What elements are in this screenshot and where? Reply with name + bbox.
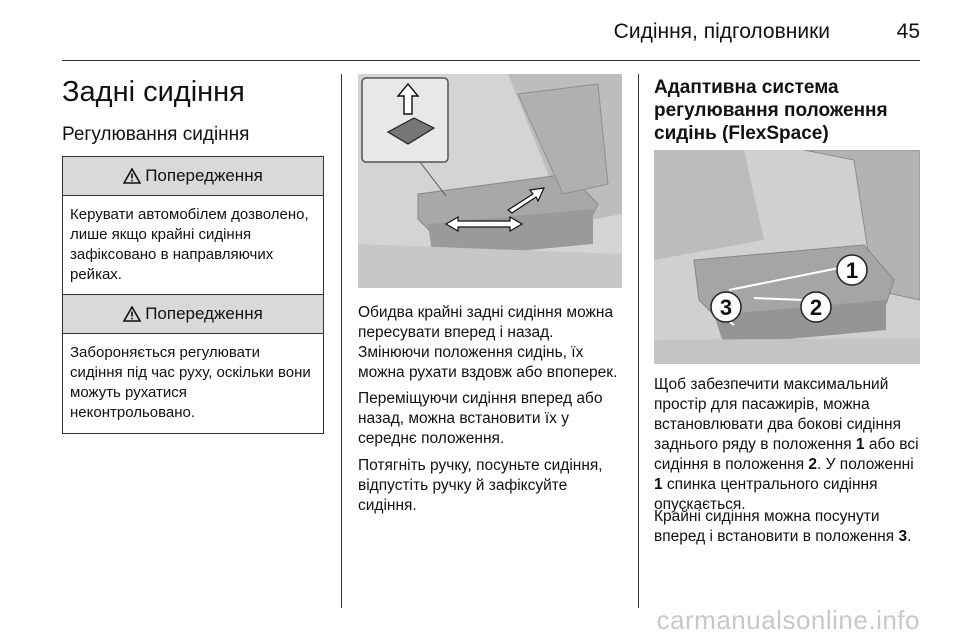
section-title: Задні сидіння — [62, 76, 245, 108]
subsection-title: Регулювання сидіння — [62, 124, 250, 145]
warning-box — [62, 156, 324, 296]
page-number: 45 — [896, 20, 920, 43]
warning-header — [63, 295, 323, 334]
text-run: Щоб забезпечити максимальний простір для пасажирів, можна встановлювати два бокові сидіння заднього ряду в положення — [654, 376, 901, 453]
paragraph: Обидва крайні задні сидіння можна пересувати вперед і назад. Змінюючи положення сидінь, їх можна рухати вздовж або впоперек. — [358, 304, 618, 381]
position-ref: 1 — [654, 476, 663, 493]
header-title: Сидіння, підголовники — [613, 20, 830, 43]
paragraph — [654, 507, 926, 547]
text-run: Крайні сидіння можна посунути вперед і встановити в положення — [654, 508, 899, 545]
text-run: . — [907, 528, 912, 545]
column-divider — [341, 74, 342, 608]
watermark: carmanualsonline.info — [656, 605, 920, 635]
position-ref: 1 — [855, 436, 865, 453]
seat-adjustment-illustration — [358, 74, 622, 288]
paragraph: Потягніть ручку, посуньте сидіння, відпустіть ручку й зафіксуйте сидіння. — [358, 457, 603, 514]
paragraph — [654, 375, 926, 515]
page-header — [62, 14, 920, 61]
warning-text: Забороняється регулювати сидіння під час руху, оскільки вони можуть рухатися неконтрольовано. — [70, 344, 311, 421]
flexspace-seat-illustration — [654, 150, 920, 364]
warning-heading: Попередження — [145, 304, 263, 323]
position-ref: 3 — [898, 528, 908, 545]
warning-box — [62, 294, 324, 434]
column-divider — [638, 74, 639, 608]
callout-3: 3 — [719, 295, 733, 320]
callout-2: 2 — [809, 295, 823, 320]
section-title: Адаптивна система регулювання положення сидінь (FlexSpace) — [654, 77, 888, 144]
warning-triangle-icon — [123, 168, 141, 184]
paragraph: Переміщуючи сидіння вперед або назад, можна встановити їх у середнє положення. — [358, 390, 603, 447]
text-run: . У положенні — [817, 456, 914, 473]
warning-text: Керувати автомобілем дозволено, лише якщо крайні сидіння зафіксовано в направляючих рейках. — [70, 206, 309, 283]
warning-triangle-icon — [123, 306, 141, 322]
text-run: або всі сидіння в положення — [654, 436, 919, 473]
callout-1: 1 — [845, 258, 859, 283]
text-run: спинка центрального сидіння опускається. — [654, 476, 878, 513]
warning-heading: Попередження — [145, 166, 263, 185]
position-ref: 2 — [808, 456, 818, 473]
warning-header — [63, 157, 323, 196]
